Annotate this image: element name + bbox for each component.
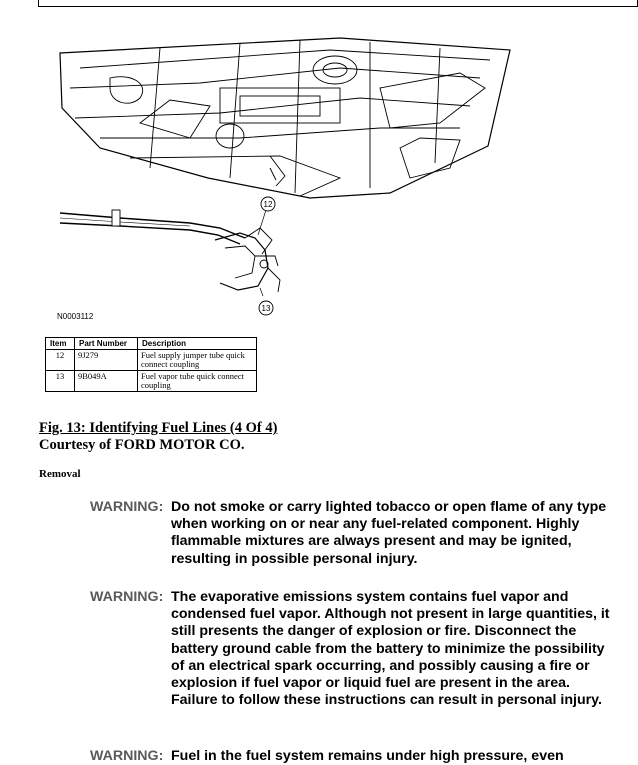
warning-block <box>90 589 610 709</box>
callout-13: 13 <box>261 304 271 313</box>
cell-item: 13 <box>46 371 75 392</box>
cell-description: Fuel vapor tube quick connect coupling <box>138 371 257 392</box>
fuel-lines-illustration <box>40 28 600 338</box>
section-heading-removal: Removal <box>39 468 81 480</box>
header-description: Description <box>138 338 257 350</box>
cell-item: 12 <box>46 350 75 371</box>
warning-label: WARNING: <box>90 499 164 515</box>
parts-table <box>45 337 257 392</box>
warning-label: WARNING: <box>90 589 164 605</box>
table-row <box>46 371 257 392</box>
callout-12: 12 <box>263 200 273 209</box>
page-frame-border <box>38 0 638 7</box>
cell-description: Fuel supply jumper tube quick connect coupling <box>138 350 257 371</box>
cell-part-number: 9B049A <box>75 371 138 392</box>
figure-code: N0003112 <box>57 312 94 321</box>
warning-block <box>90 499 610 568</box>
warning-text: Fuel in the fuel system remains under high pressure, even <box>171 748 564 764</box>
header-item: Item <box>46 338 75 350</box>
figure-courtesy: Courtesy of FORD MOTOR CO. <box>39 437 245 453</box>
figure-title-link[interactable]: Fig. 13: Identifying Fuel Lines (4 Of 4) <box>39 420 278 436</box>
warning-text: Do not smoke or carry lighted tobacco or open flame of any type when working on or near any fuel-related component. Highly flammable mixtures are always present and may be ignited, resulting in possible personal injury. <box>171 499 607 567</box>
cell-part-number: 9J279 <box>75 350 138 371</box>
table-row <box>46 350 257 371</box>
warning-label: WARNING: <box>90 748 164 764</box>
header-part-number: Part Number <box>75 338 138 350</box>
table-header-row <box>46 338 257 350</box>
warning-block <box>90 748 610 765</box>
warning-text: The evaporative emissions system contains fuel vapor and condensed fuel vapor. Although not present in large quantities, it still presents the danger of explosion or fire. Disconnect the battery ground cable from the battery to minimize the possibility of an electrical spark occurring, and possibly causing a fire or explosion if fuel vapor or liquid fuel are present in the area. Failure to follow these instructions can result in personal injury. <box>171 589 610 709</box>
